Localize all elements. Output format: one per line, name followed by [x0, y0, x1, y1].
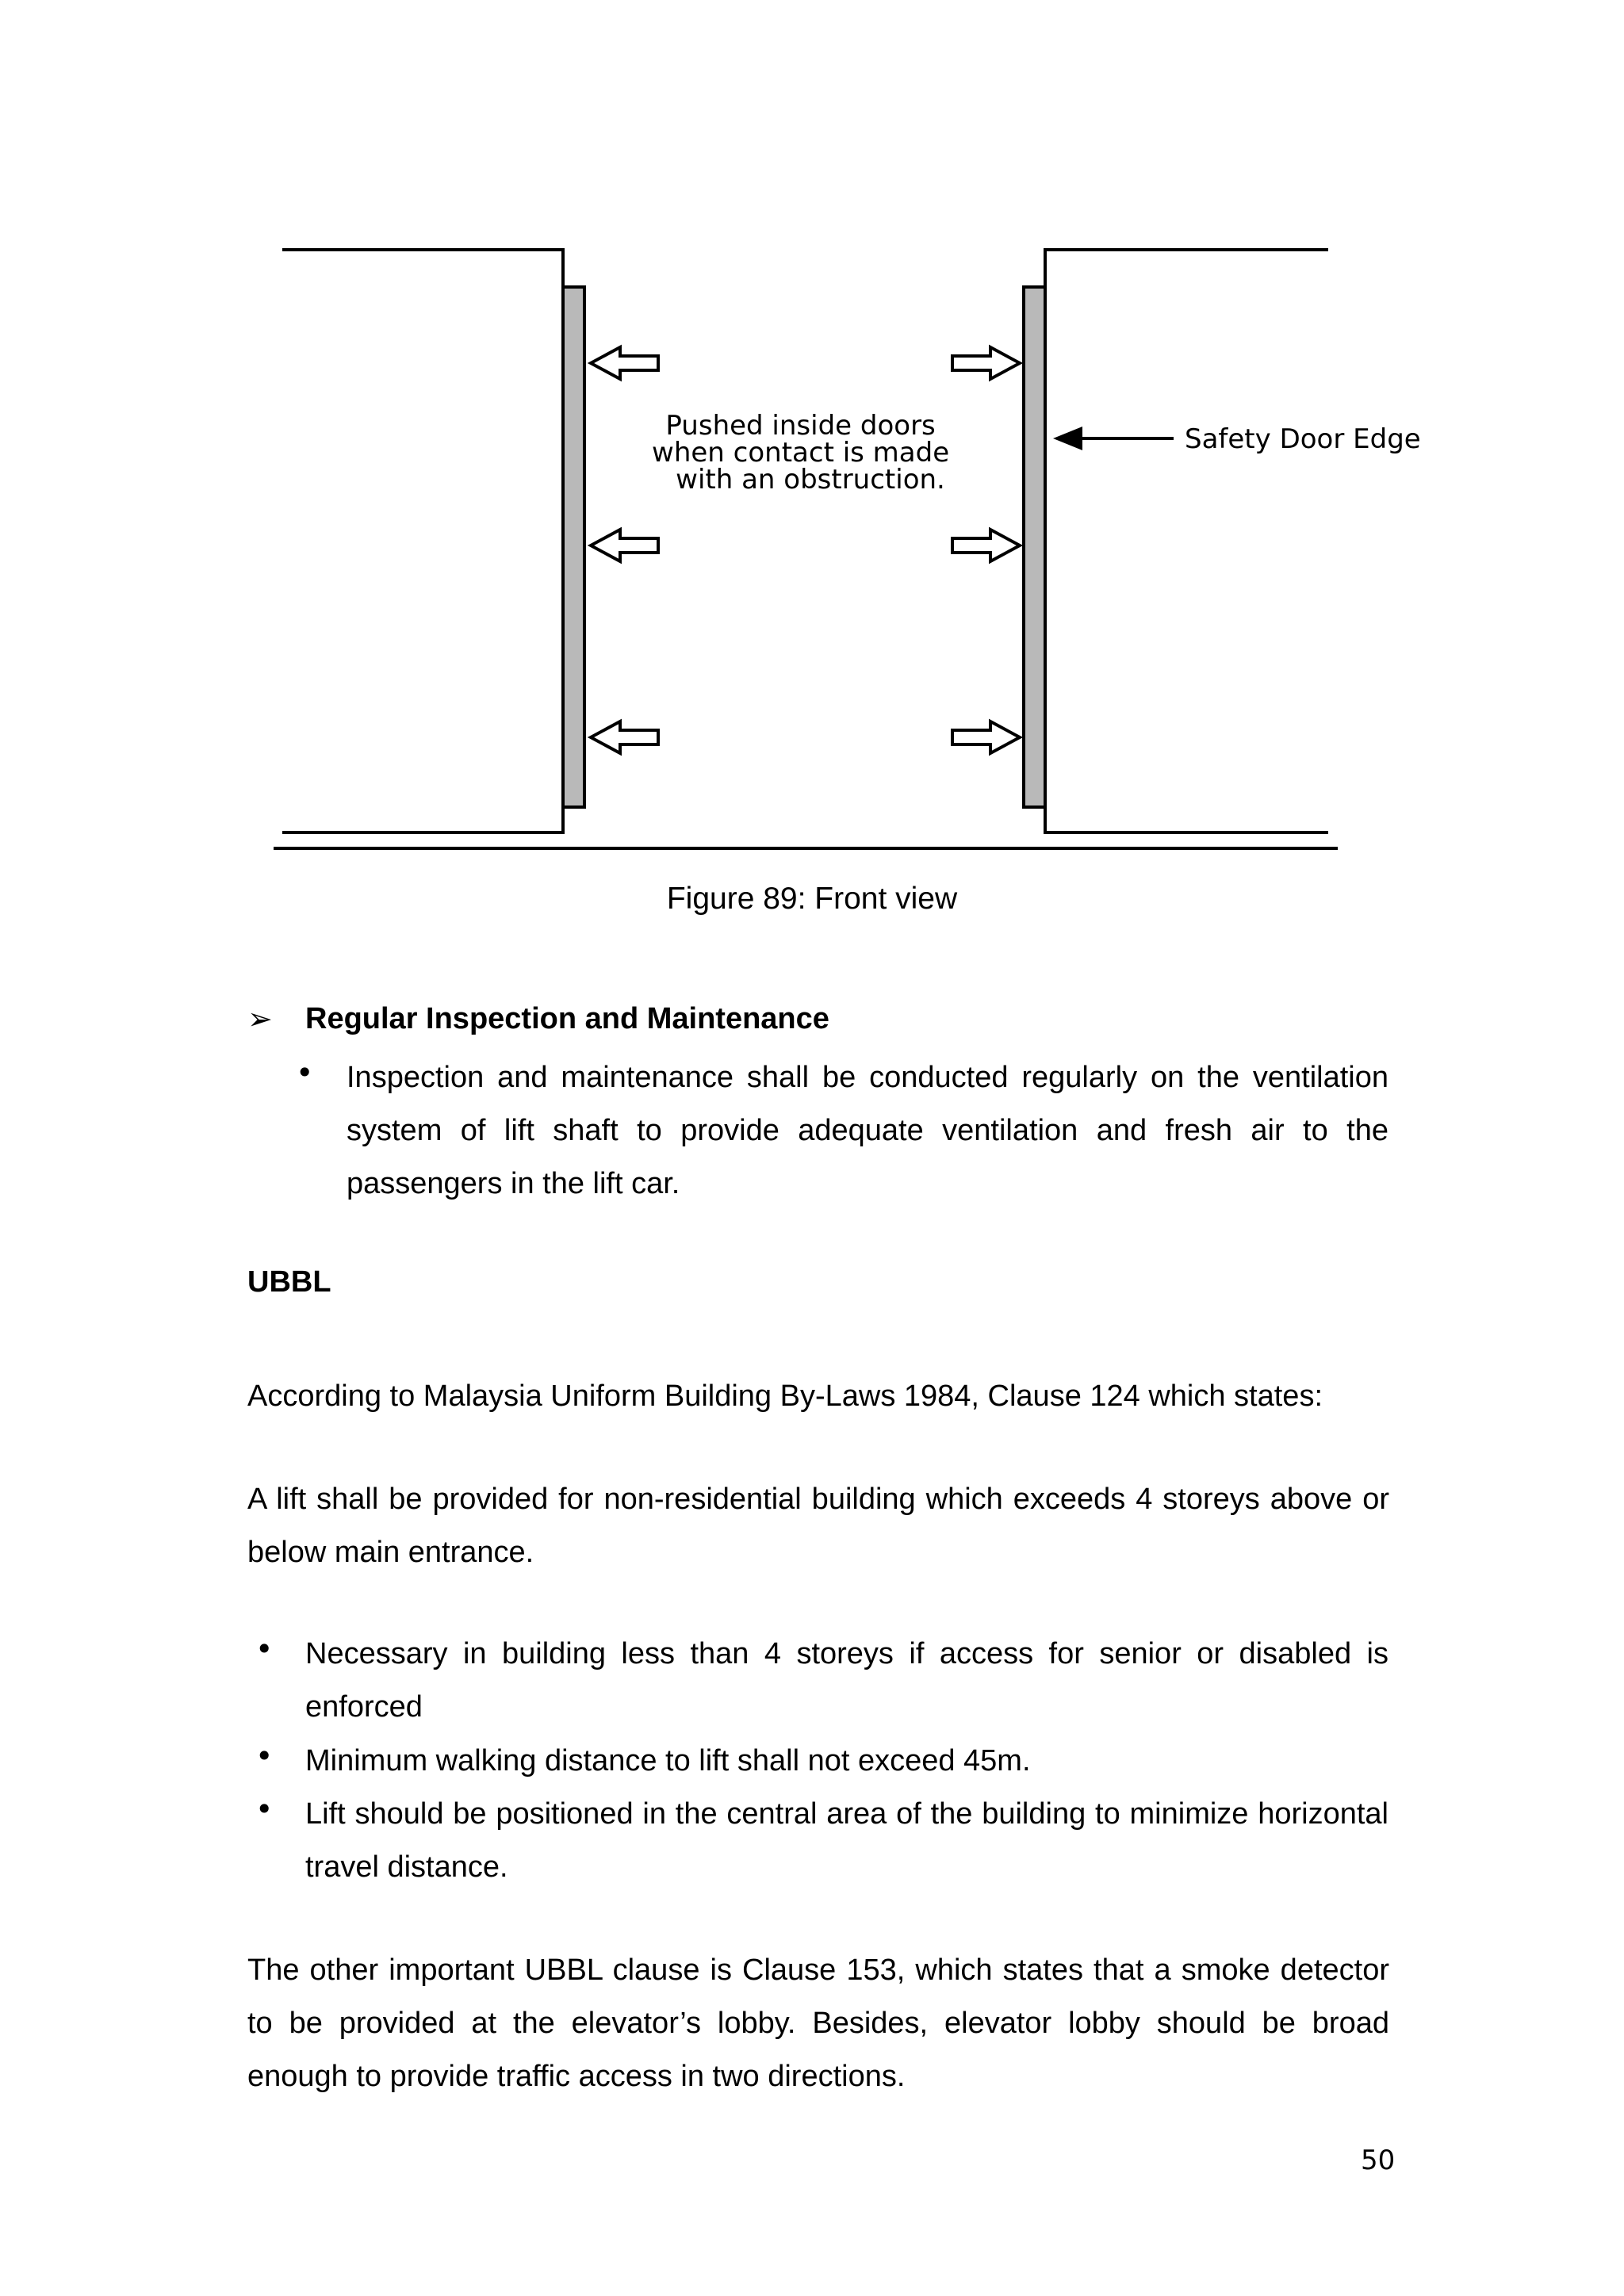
bullet-icon: • — [255, 1739, 274, 1774]
figure-caption: Figure 89: Front view — [666, 882, 958, 916]
list-item: Inspection and maintenance shall be conducted regularly on the ventilation system of lift shaft to provide adequate ventilation and fresh air to the passengers in the lift car. — [347, 1061, 1388, 1200]
right-door-panel — [1024, 287, 1045, 807]
safety-door-edge-label: Safety Door Edge — [1185, 423, 1421, 455]
right-wall-outline — [1045, 250, 1328, 832]
closing-paragraph: The other important UBBL clause is Clause 153, which states that a smoke detector to be provided at the elevator’s lobby. Besides, elevator lobby should be broad enough to provide traffic access in two directions. — [247, 1954, 1389, 2093]
right-arrow-icon — [952, 530, 1020, 561]
annotation-line: with an obstruction. — [676, 464, 945, 496]
pointer-arrowhead-icon — [1053, 427, 1082, 450]
left-arrow-icon — [591, 347, 658, 379]
left-door-panel — [563, 287, 584, 807]
right-arrow-icon — [952, 721, 1020, 753]
ubbl-heading: UBBL — [247, 1265, 331, 1299]
bullet-icon: • — [255, 1632, 274, 1667]
door-front-view-diagram — [0, 0, 1624, 872]
left-arrow-icon — [591, 721, 658, 753]
svg-text:Pushed inside doors when c — [652, 410, 958, 496]
annotation-line: when contact is made — [652, 437, 950, 469]
section-heading: Regular Inspection and Maintenance — [305, 1002, 829, 1035]
list-item: Lift should be positioned in the central area of the building to minimize horizontal travel distance. — [305, 1797, 1388, 1884]
ubbl-intro: According to Malaysia Uniform Building By-Laws 1984, Clause 124 which states: — [247, 1380, 1323, 1413]
list-item: Necessary in building less than 4 storeys if access for senior or disabled is enforced — [305, 1637, 1388, 1724]
list-item: Minimum walking distance to lift shall not exceed 45m. — [305, 1744, 1031, 1777]
page-number: 50 — [1361, 2145, 1396, 2176]
left-wall-outline — [282, 250, 563, 832]
ubbl-statement: A lift shall be provided for non-residential building which exceeds 4 storeys above or below main entrance. — [247, 1483, 1389, 1569]
left-arrow-icon — [591, 530, 658, 561]
bullet-icon: • — [296, 1055, 314, 1090]
arrow-bullet-icon: ➢ — [247, 1001, 273, 1036]
annotation-line: Pushed inside doors — [665, 410, 936, 442]
bullet-icon: • — [255, 1792, 274, 1827]
right-arrow-icon — [952, 347, 1020, 379]
